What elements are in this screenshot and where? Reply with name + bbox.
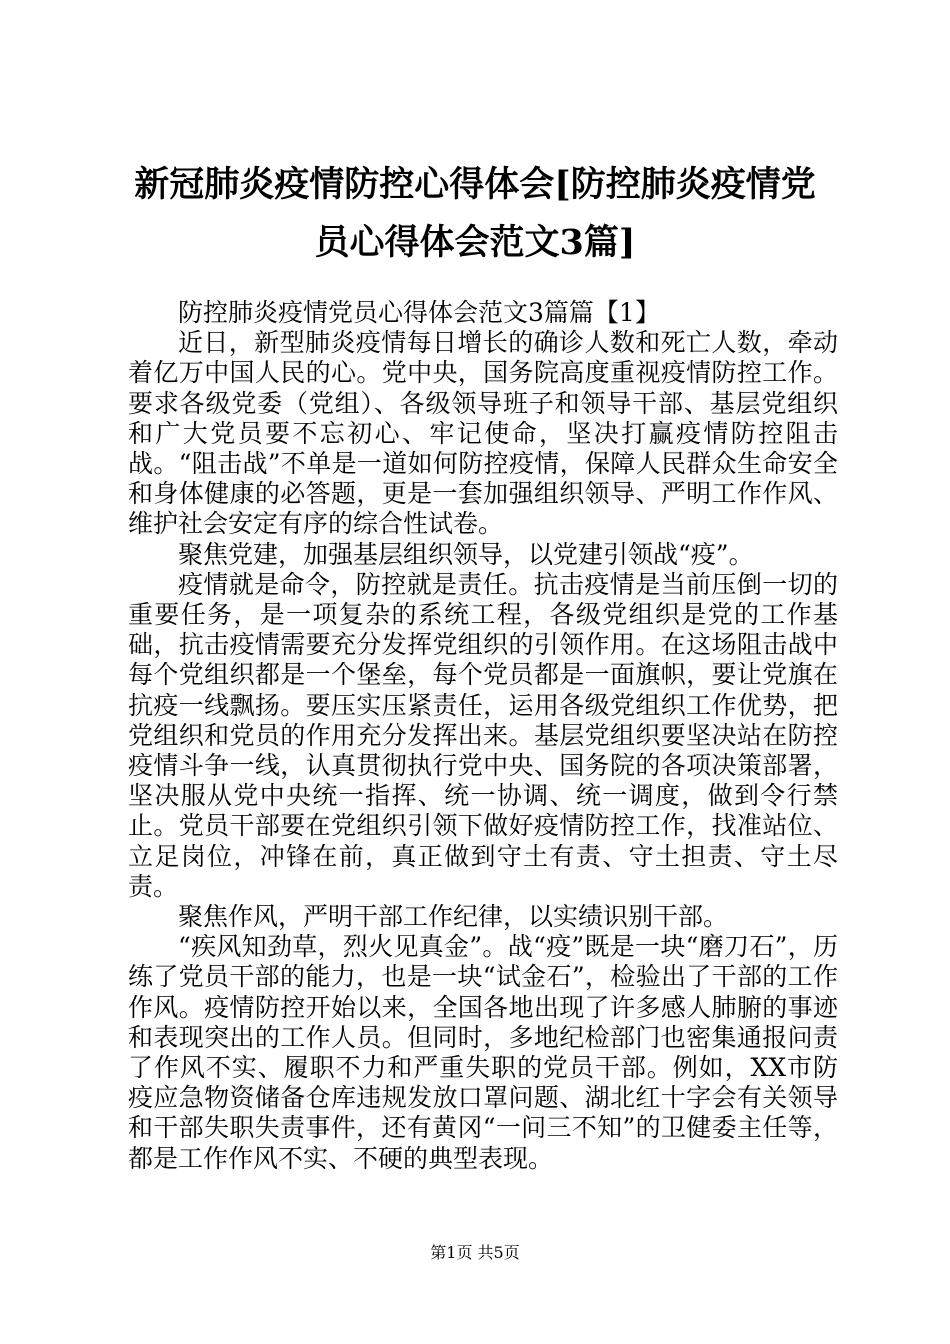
document-title — [110, 156, 840, 272]
paragraph: “疾风知劲草，烈火见真金”。战“疫”既是一块“磨刀石”，历练了党员干部的能力，也是一块“试金石”，检验出了干部的工作作风。疫情防控开始以来，全国各地出现了许多感人肺腑的事迹和表现突出的工作人员。但同时，多地纪检部门也密集通报问责了作风不实、履职不力和严重失职的党员干部。例如，XX市防疫应急物资储备仓库违规发放口罩问题、湖北红十字会有关领导和干部失职失责事件，还有黄冈“一问三不知”的卫健委主任等，都是工作作风不实、不硬的典型表现。 — [128, 932, 838, 1173]
title-line-2: 员心得体会范文3篇] — [314, 222, 636, 263]
page-footer: 第1页 共5页 — [430, 1243, 520, 1262]
paragraph: 近日，新型肺炎疫情每日增长的确诊人数和死亡人数，牵动着亿万中国人民的心。党中央，国务院高度重视疫情防控工作。要求各级党委（党组）、各级领导班子和领导干部、基层党组织和广大党员要不忘初心、牢记使命，坚决打赢疫情防控阻击战。“阻击战”不单是一道如何防控疫情，保障人民群众生命安全和身体健康的必答题，更是一套加强组织领导、严明工作作风、维护社会安定有序的综合性试卷。 — [128, 328, 838, 539]
section-heading: 防控肺炎疫情党员心得体会范文3篇篇【1】 — [178, 298, 660, 327]
document-body — [128, 298, 838, 1174]
section-heading: 聚焦党建，加强基层组织领导，以党建引领战“疫”。 — [178, 539, 754, 569]
title-line-1: 新冠肺炎疫情防控心得体会[防控肺炎疫情党 — [134, 164, 816, 205]
paragraph: 疫情就是命令，防控就是责任。抗击疫情是当前压倒一切的重要任务，是一项复杂的系统工程，各级党组织是党的工作基础，抗击疫情需要充分发挥党组织的引领作用。在这场阻击战中每个党组织都是一个堡垒，每个党员都是一面旗帜，要让党旗在抗疫一线飘扬。要压实压紧责任，运用各级党组织工作优势，把党组织和党员的作用充分发挥出来。基层党组织要坚决站在防控疫情斗争一线，认真贯彻执行党中央、国务院的各项决策部署，坚决服从党中央统一指挥、统一协调、统一调度，做到令行禁止。党员干部要在党组织引领下做好疫情防控工作，找准站位、立足岗位，冲锋在前，真正做到守土有责、守土担责、守土尽责。 — [128, 569, 838, 901]
section-heading: 聚焦作风，严明干部工作纪律，以实绩识别干部。 — [178, 902, 729, 932]
